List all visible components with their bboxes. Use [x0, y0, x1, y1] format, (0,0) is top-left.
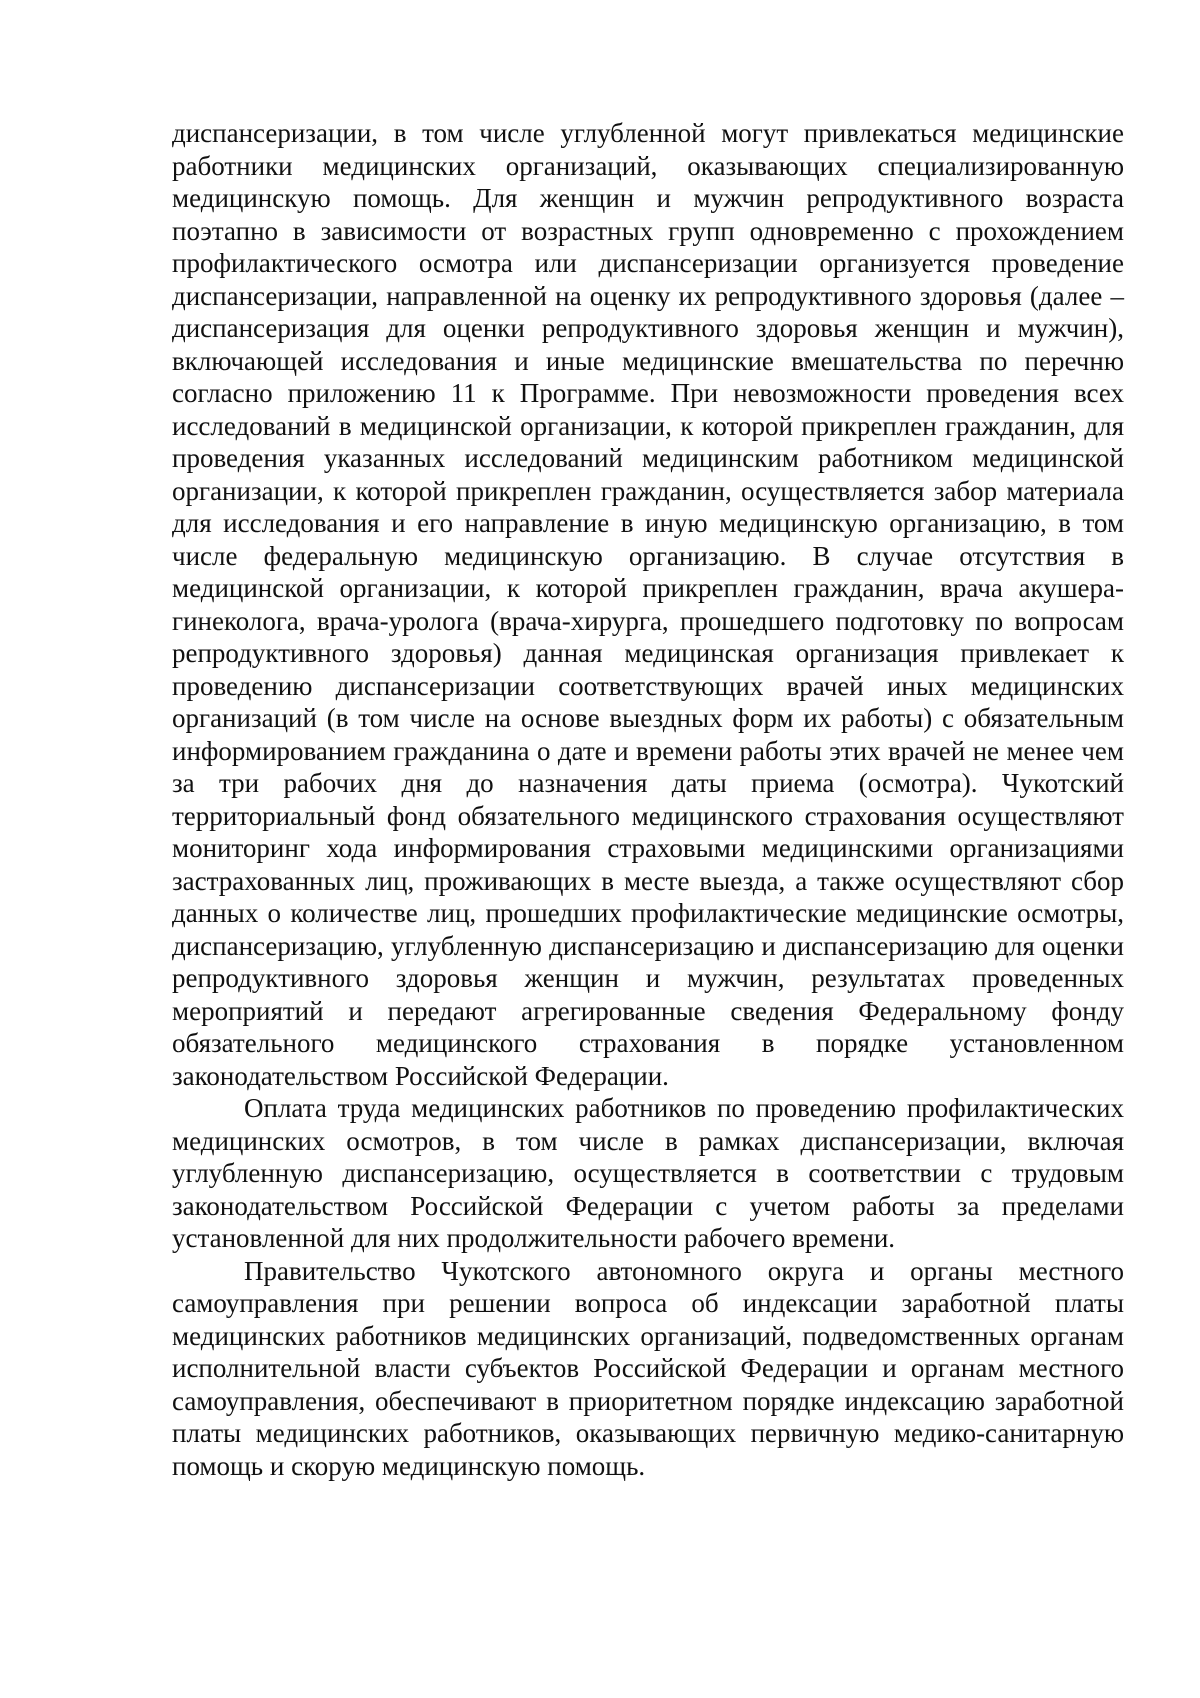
paragraph-continuation: диспансеризации, в том числе углубленной могут привлекаться медицинские работники медицинских организаций, оказывающих специализированную медицинскую помощь. Для женщин и мужчин репродуктивного возраста поэтапно в зависимости от возрастных групп одновременно с прохождением профилактического осмотра или диспансеризации организуется проведение диспансеризации, направленной на оценку их репродуктивного здоровья (далее – диспансеризация для оценки репродуктивного здоровья женщин и мужчин), включающей исследования и иные медицинские вмешательства по перечню согласно приложению 11 к Программе. При невозможности проведения всех исследований в медицинской организации, к которой прикреплен гражданин, для проведения указанных исследований медицинским работником медицинской организации, к которой прикреплен гражданин, осуществляется забор материала для исследования и его направление в иную медицинскую организацию, в том числе федеральную медицинскую организацию. В случае отсутствия в медицинской организации, к которой прикреплен гражданин, врача акушера-гинеколога, врача-уролога (врача-хирурга, прошедшего подготовку по вопросам репродуктивного здоровья) данная медицинская организация привлекает к проведению диспансеризации соответствующих врачей иных медицинских организаций (в том числе на основе выездных форм их работы) с обязательным информированием гражданина о дате и времени работы этих врачей не менее чем за три рабочих дня до назначения даты приема (осмотра). Чукотский территориальный фонд обязательного медицинского страхования осуществляют мониторинг хода информирования страховыми медицинскими организациями застрахованных лиц, проживающих в месте выезда, а также осуществляют сбор данных о количестве лиц, прошедших профилактические медицинские осмотры, диспансеризацию, углубленную диспансеризацию и диспансеризацию для оценки репродуктивного здоровья женщин и мужчин, результатах проведенных мероприятий и передают агрегированные сведения Федеральному фонду обязательного медицинского страхования в порядке установленном законодательством Российской Федерации. — [172, 118, 1124, 1091]
paragraph-labor-payment: Оплата труда медицинских работников по проведению профилактических медицинских осмотров, в том числе в рамках диспансеризации, включая углубленную диспансеризацию, осуществляется в соответствии с трудовым законодательством Российской Федерации с учетом работы за пределами установленной для них продолжительности рабочего времени. — [172, 1093, 1124, 1253]
document-body — [172, 117, 1124, 1482]
paragraph-salary-indexation: Правительство Чукотского автономного округа и органы местного самоуправления при решении вопроса об индексации заработной платы медицинских работников медицинских организаций, подведомственных органам исполнительной власти субъектов Российской Федерации и органам местного самоуправления, обеспечивают в приоритетном порядке индексацию заработной платы медицинских работников, оказывающих первичную медико-санитарную помощь и скорую медицинскую помощь. — [172, 1255, 1124, 1481]
